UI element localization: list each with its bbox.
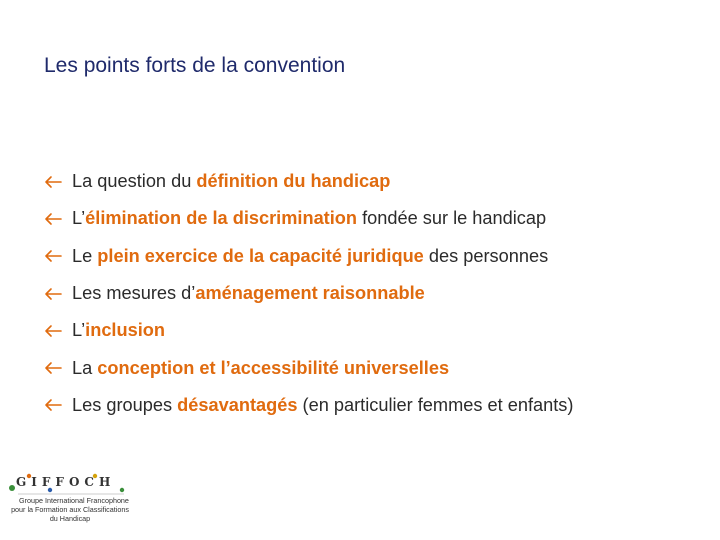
bullet-segment: La question du: [72, 171, 197, 192]
bullet-item: [44, 163, 573, 200]
left-arrow-icon: [44, 175, 62, 189]
bullet-item: [44, 275, 573, 312]
bullet-item: [44, 349, 573, 386]
bullet-text: [72, 246, 548, 267]
bullet-list: [44, 163, 573, 424]
bullet-item: [44, 200, 573, 237]
bullet-segment: fondée sur le handicap: [357, 208, 547, 229]
bullet-highlight: plein exercice de la capacité juridique: [97, 245, 424, 266]
bullet-item: [44, 312, 573, 349]
logo-letter: F: [41, 475, 51, 489]
logo-letter: O: [68, 475, 80, 489]
left-arrow-icon: [44, 324, 62, 338]
slide-title: Les points forts de la convention: [44, 54, 346, 77]
bullet-segment: (en particulier femmes et enfants): [297, 394, 574, 415]
left-arrow-icon: [44, 398, 62, 412]
bullet-item: [44, 387, 573, 424]
bullet-segment: L’: [72, 320, 86, 341]
logo-letter: I: [31, 475, 37, 489]
bullet-segment: La: [72, 357, 98, 378]
logo-line: du Handicap: [49, 514, 91, 523]
bullet-segment: Les mesures d’: [72, 283, 196, 304]
left-arrow-icon: [44, 361, 62, 375]
bullet-text: [72, 358, 449, 379]
bullet-text: [72, 320, 165, 341]
logo-word: [16, 475, 110, 489]
logo-letter: C: [84, 475, 94, 489]
logo-line: Groupe International Francophone: [19, 496, 129, 505]
bullet-segment: Les groupes: [72, 394, 178, 415]
bullet-text: [72, 283, 425, 304]
bullet-item: [44, 238, 573, 275]
logo-letter: H: [98, 475, 111, 489]
bullet-highlight: élimination de la discrimination: [85, 208, 358, 229]
left-arrow-icon: [44, 287, 62, 301]
logo-letter: G: [16, 475, 27, 489]
logo-line: pour la Formation aux Classifications: [11, 505, 129, 514]
bullet-highlight: définition du handicap: [196, 171, 391, 192]
logo-text: [2, 496, 138, 523]
bullet-text: [72, 395, 573, 416]
giffoch-logo: [0, 470, 140, 536]
left-arrow-icon: [44, 212, 62, 226]
logo-letter: F: [55, 475, 64, 489]
bullet-highlight: conception et l’accessibilité universelles: [97, 357, 450, 378]
bullet-segment: des personnes: [423, 245, 549, 266]
bullet-highlight: aménagement raisonnable: [195, 283, 425, 304]
bullet-segment: Le: [72, 245, 98, 266]
bullet-highlight: inclusion: [85, 320, 165, 341]
left-arrow-icon: [44, 249, 62, 263]
bullet-text: [72, 171, 390, 192]
bullet-segment: L’: [72, 208, 86, 229]
bullet-highlight: désavantagés: [177, 394, 298, 415]
bullet-text: [72, 208, 546, 229]
